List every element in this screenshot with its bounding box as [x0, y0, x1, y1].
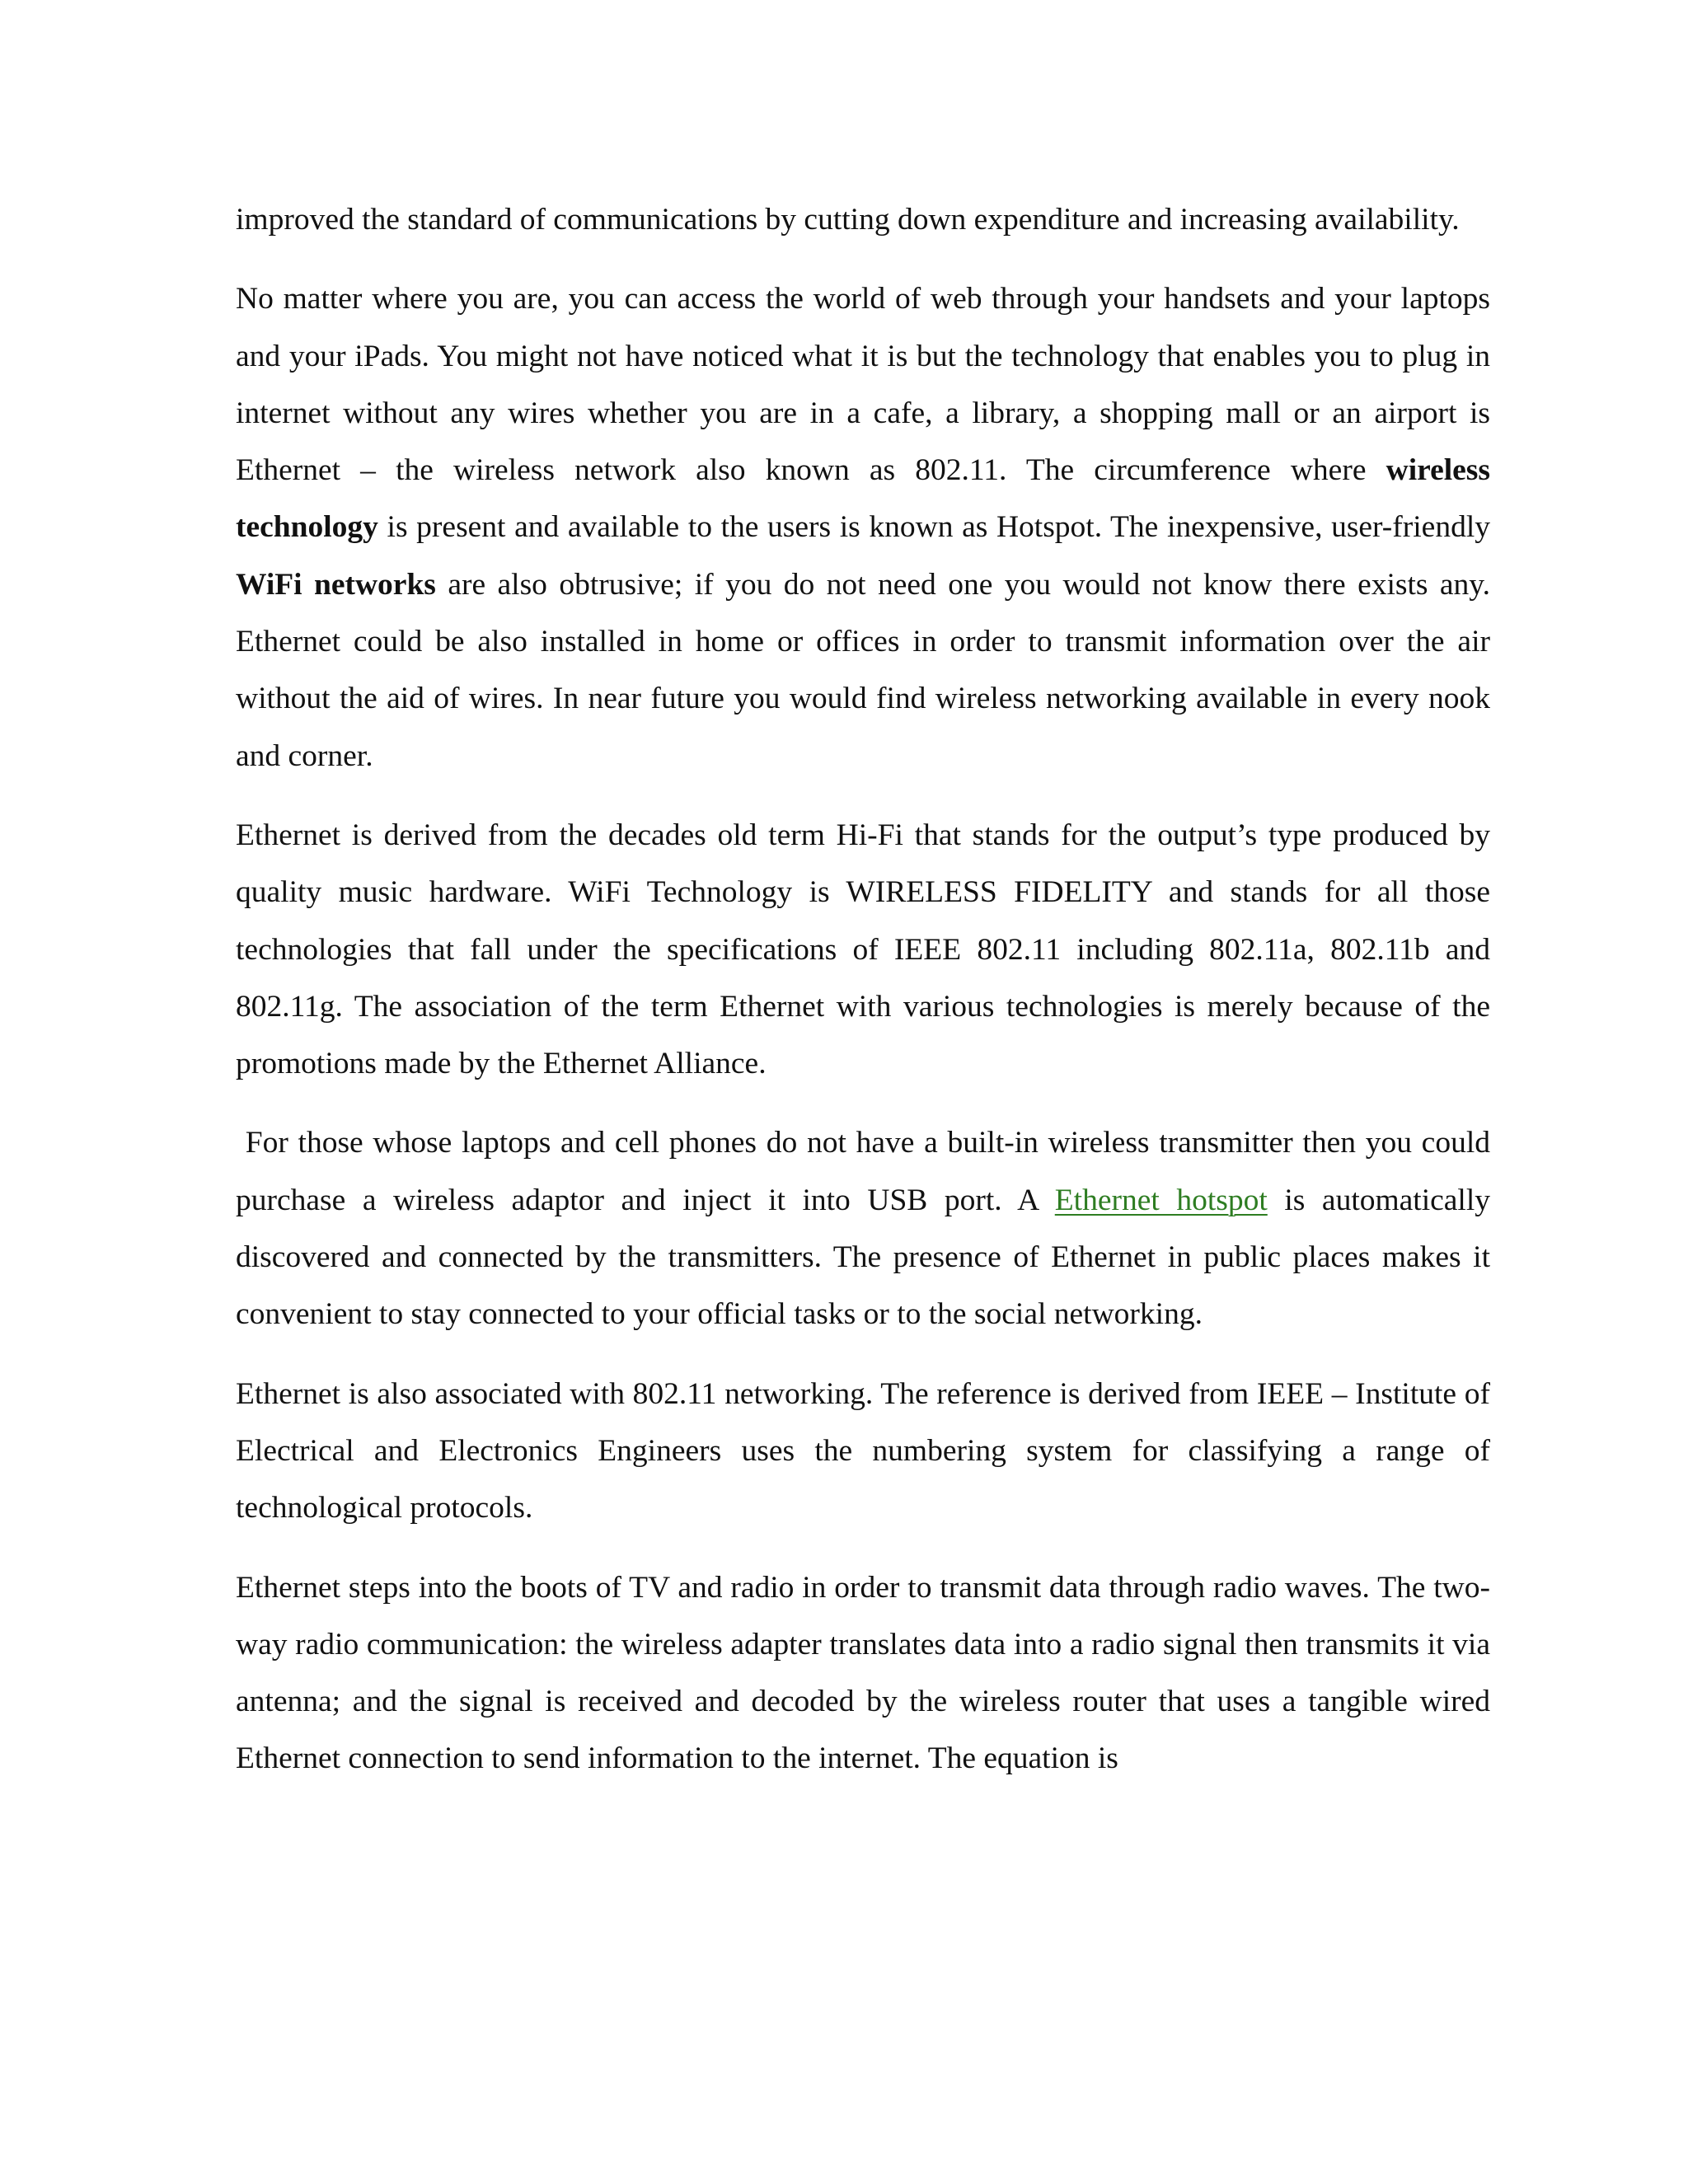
ethernet-hotspot-link[interactable]: Ethernet hotspot	[1054, 1183, 1268, 1217]
paragraph-2-text-b: is present and available to the users is known as Hotspot. The inexpensive, user-friendly	[377, 510, 1490, 545]
paragraph-5-text: Ethernet is also associated with 802.11 networking. The reference is derived from IEEE – Institute of Electrical and Electronics Engineers uses the numbering system for classifying a range of technological protocols.	[236, 1376, 1490, 1526]
paragraph-3	[236, 807, 1490, 1092]
paragraph-6	[236, 1559, 1490, 1788]
bold-term-wireless-technology: wireless technology	[236, 453, 1490, 545]
bold-term-wifi-networks: WiFi networks	[236, 567, 436, 602]
paragraph-4	[236, 1114, 1490, 1343]
paragraph-2	[236, 270, 1490, 785]
paragraph-4-text-b: is automatically discovered and connected by the transmitters. The presence of Ethernet in public places makes it convenient to stay connected to your official tasks or to the social networking.	[236, 1183, 1491, 1332]
paragraph-2-text-a: No matter where you are, you can access the world of web through your handsets and your laptops and your iPads. You might not have noticed what it is but the technology that enables you to plug in internet without any wires whether you are in a cafe, a library, a shopping mall or an airport is Ethernet – the wireless network also known as 802.11. The circumference where	[236, 282, 1490, 488]
paragraph-1	[236, 191, 1490, 248]
document-body	[236, 191, 1490, 1810]
paragraph-2-text-c: are also obtrusive; if you do not need one you would not know there exists any. Ethernet could be also installed in home or offices in order to transmit information over the air without the aid of wires. In near future you would find wireless networking available in every nook and corner.	[236, 567, 1490, 773]
paragraph-3-text: Ethernet is derived from the decades old term Hi-Fi that stands for the output’s type produced by quality music hardware. WiFi Technology is WIRELESS FIDELITY and stands for all those technologies that fall under the specifications of IEEE 802.11 including 802.11a, 802.11b and 802.11g. The association of the term Ethernet with various technologies is merely because of the promotions made by the Ethernet Alliance.	[236, 818, 1490, 1081]
paragraph-4-text-a: For those whose laptops and cell phones do not have a built-in wireless transmitter then you could purchase a wireless adaptor and inject it into USB port. A	[236, 1126, 1490, 1217]
paragraph-5	[236, 1366, 1490, 1537]
paragraph-1-text: improved the standard of communications by cutting down expenditure and increasing availability.	[236, 203, 1460, 237]
paragraph-6-text: Ethernet steps into the boots of TV and radio in order to transmit data through radio waves. The two-way radio communication: the wireless adapter translates data into a radio signal then transmits it via antenna; and the signal is received and decoded by the wireless router that uses a tangible wired Ethernet connection to send information to the internet. The equation is	[236, 1570, 1490, 1776]
